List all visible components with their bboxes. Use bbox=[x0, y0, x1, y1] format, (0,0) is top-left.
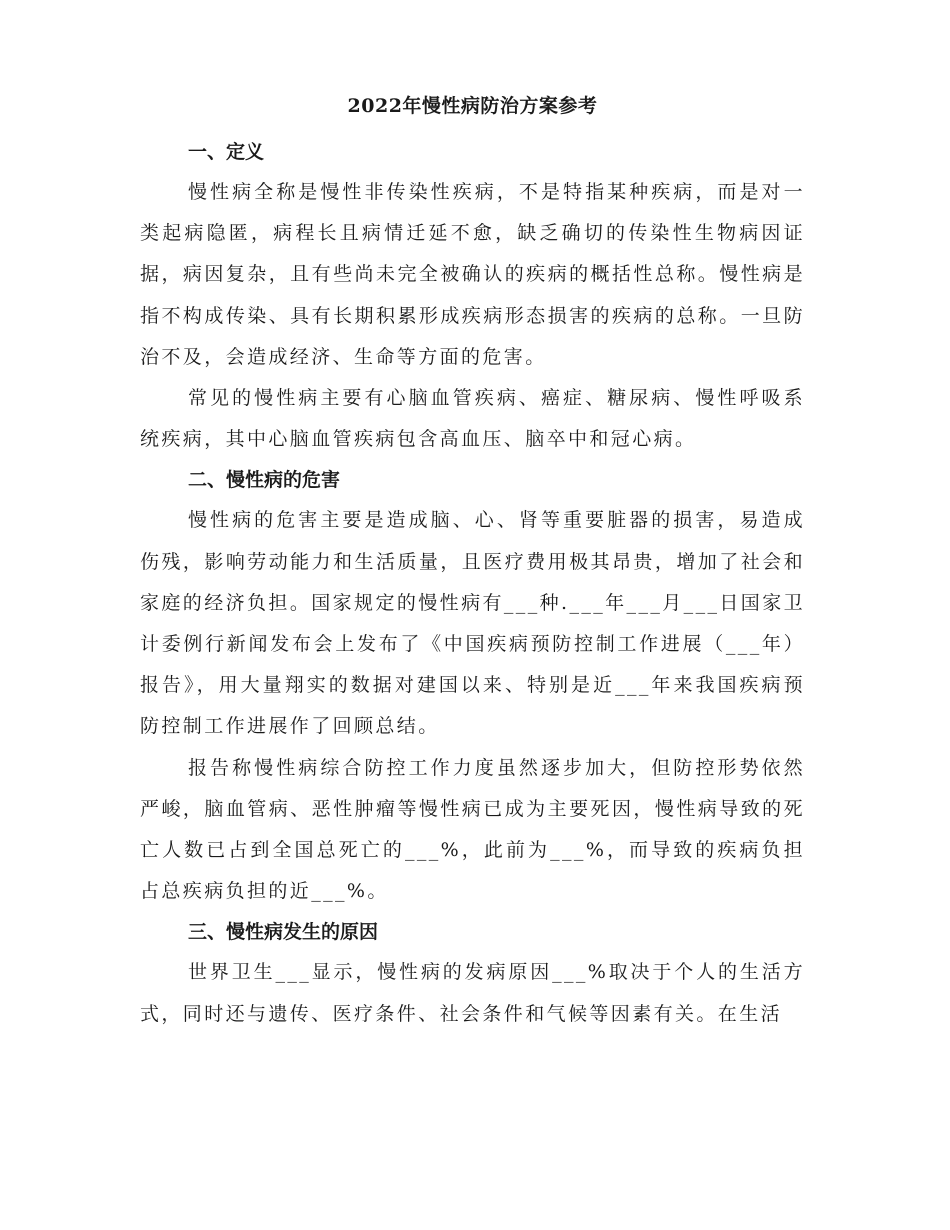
section-causes bbox=[140, 912, 805, 1034]
section-heading: 一、定义 bbox=[188, 141, 265, 163]
paragraph: 报告称慢性病综合防控工作力度虽然逐步加大，但防控形势依然严峻，脑血管病、恶性肿瘤等慢性病已成为主要死因，慢性病导致的死亡人数已占到全国总死亡的___%，此前为___%，而导致的疾病负担占总疾病负担的近___%。 bbox=[140, 756, 805, 903]
paragraph: 常见的慢性病主要有心脑血管疾病、癌症、糖尿病、慢性呼吸系统疾病，其中心脑血管疾病包含高血压、脑卒中和冠心病。 bbox=[140, 387, 805, 451]
document-title: 2022年慢性病防治方案参考 bbox=[347, 95, 598, 117]
section-heading: 三、慢性病发生的原因 bbox=[188, 921, 379, 944]
document-page bbox=[140, 92, 805, 1035]
section-definition bbox=[140, 132, 805, 460]
paragraph: 世界卫生___显示，慢性病的发病原因___%取决于个人的生活方式，同时还与遗传、医疗条件、社会条件和气候等因素有关。在生活 bbox=[140, 961, 805, 1025]
section-harm bbox=[140, 460, 805, 912]
section-heading: 二、慢性病的危害 bbox=[188, 469, 341, 492]
paragraph: 慢性病全称是慢性非传染性疾病，不是特指某种疾病，而是对一类起病隐匿，病程长且病情迁延不愈，缺乏确切的传染性生物病因证据，病因复杂，且有些尚未完全被确认的疾病的概括性总称。慢性病是指不构成传染、具有长期积累形成疾病形态损害的疾病的总称。一旦防治不及，会造成经济、生命等方面的危害。 bbox=[140, 181, 805, 368]
paragraph: 慢性病的危害主要是造成脑、心、肾等重要脏器的损害，易造成伤残，影响劳动能力和生活质量，且医疗费用极其昂贵，增加了社会和家庭的经济负担。国家规定的慢性病有___种.___年___月___日国家卫计委例行新闻发布会上发布了《中国疾病预防控制工作进展（___年）报告》，用大量翔实的数据对建国以来、特别是近___年来我国疾病预防控制工作进展作了回顾总结。 bbox=[140, 509, 805, 738]
